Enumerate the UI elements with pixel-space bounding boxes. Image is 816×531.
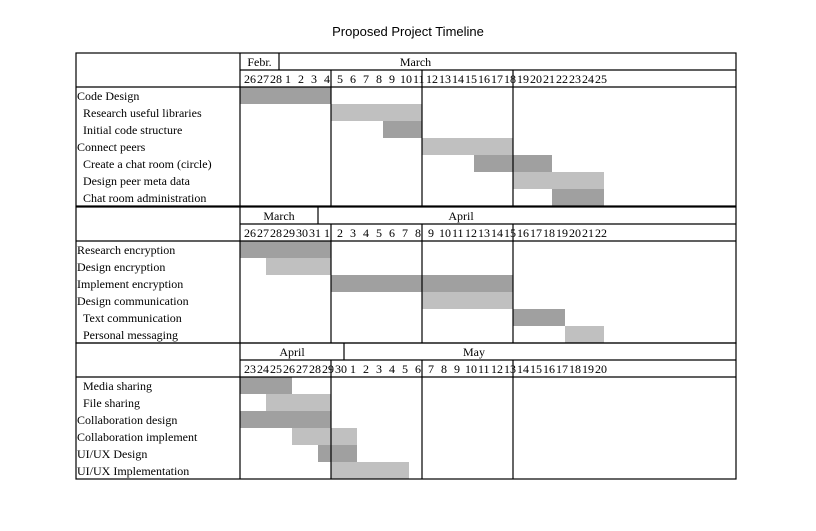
task-label: Collaboration implement bbox=[77, 430, 198, 444]
day-label: 14 bbox=[452, 72, 464, 86]
day-label: 8 bbox=[441, 362, 447, 376]
task-label: Implement encryption bbox=[77, 277, 184, 291]
day-label: 29 bbox=[322, 362, 334, 376]
day-label: 27 bbox=[296, 362, 308, 376]
gantt-bar bbox=[266, 394, 331, 411]
task-label: Create a chat room (circle) bbox=[83, 157, 212, 171]
day-label: 13 bbox=[439, 72, 451, 86]
gantt-bar bbox=[266, 258, 331, 275]
gantt-bar bbox=[331, 462, 409, 479]
month-label: April bbox=[448, 209, 474, 223]
task-label: Code Design bbox=[77, 89, 140, 103]
task-label: Research useful libraries bbox=[83, 106, 202, 120]
day-label: 24 bbox=[257, 362, 269, 376]
day-label: 30 bbox=[296, 226, 308, 240]
day-label: 12 bbox=[491, 362, 503, 376]
task-label: Initial code structure bbox=[83, 123, 183, 137]
gantt-bar bbox=[240, 241, 331, 258]
day-label: 17 bbox=[556, 362, 568, 376]
day-label: 11 bbox=[413, 72, 425, 86]
day-label: 6 bbox=[415, 362, 421, 376]
day-label: 20 bbox=[530, 72, 542, 86]
gantt-bar bbox=[331, 428, 357, 445]
day-label: 20 bbox=[595, 362, 607, 376]
day-label: 28 bbox=[270, 226, 282, 240]
day-label: 9 bbox=[428, 226, 434, 240]
task-label: Connect peers bbox=[77, 140, 146, 154]
gantt-bar bbox=[513, 155, 552, 172]
task-label: Chat room administration bbox=[83, 191, 207, 205]
day-label: 17 bbox=[530, 226, 542, 240]
day-label: 9 bbox=[389, 72, 395, 86]
task-label: Research encryption bbox=[77, 243, 176, 257]
day-label: 28 bbox=[270, 72, 282, 86]
day-label: 14 bbox=[517, 362, 529, 376]
day-label: 7 bbox=[402, 226, 408, 240]
day-label: 16 bbox=[478, 72, 490, 86]
day-label: 16 bbox=[517, 226, 529, 240]
day-label: 31 bbox=[309, 226, 321, 240]
day-label: 19 bbox=[556, 226, 568, 240]
month-label: March bbox=[263, 209, 295, 223]
gantt-bar bbox=[240, 87, 331, 104]
day-label: 29 bbox=[283, 226, 295, 240]
day-label: 5 bbox=[376, 226, 382, 240]
day-label: 18 bbox=[569, 362, 581, 376]
day-label: 12 bbox=[426, 72, 438, 86]
day-label: 18 bbox=[543, 226, 555, 240]
day-label: 22 bbox=[556, 72, 568, 86]
day-label: 6 bbox=[389, 226, 395, 240]
gantt-bar bbox=[513, 309, 565, 326]
gantt-bar bbox=[292, 428, 331, 445]
day-label: 11 bbox=[452, 226, 464, 240]
day-label: 25 bbox=[595, 72, 607, 86]
day-label: 15 bbox=[530, 362, 542, 376]
month-label: March bbox=[399, 55, 432, 69]
day-label: 28 bbox=[309, 362, 321, 376]
day-label: 25 bbox=[270, 362, 282, 376]
task-label: Collaboration design bbox=[77, 413, 178, 427]
day-label: 23 bbox=[569, 72, 581, 86]
day-label: 16 bbox=[543, 362, 555, 376]
day-label: 12 bbox=[465, 226, 477, 240]
day-label: 7 bbox=[428, 362, 434, 376]
day-label: 17 bbox=[491, 72, 503, 86]
task-label: Text communication bbox=[83, 311, 182, 325]
day-label: 7 bbox=[363, 72, 369, 86]
day-label: 1 bbox=[324, 226, 330, 240]
gantt-bar bbox=[513, 172, 604, 189]
day-label: 2 bbox=[363, 362, 369, 376]
gantt-bar bbox=[422, 138, 513, 155]
day-label: 2 bbox=[298, 72, 304, 86]
day-label: 1 bbox=[285, 72, 291, 86]
day-label: 26 bbox=[244, 226, 256, 240]
day-label: 30 bbox=[335, 362, 347, 376]
month-label: May bbox=[463, 345, 485, 359]
gantt-bar bbox=[331, 445, 357, 462]
day-label: 19 bbox=[582, 362, 594, 376]
chart-title: Proposed Project Timeline bbox=[332, 24, 484, 39]
task-label: Design communication bbox=[77, 294, 189, 308]
day-label: 4 bbox=[324, 72, 330, 86]
day-label: 10 bbox=[465, 362, 477, 376]
gantt-bar bbox=[565, 326, 604, 343]
gantt-bar bbox=[318, 445, 331, 462]
gantt-bar bbox=[474, 155, 513, 172]
day-label: 4 bbox=[363, 226, 369, 240]
day-label: 20 bbox=[569, 226, 581, 240]
day-label: 15 bbox=[465, 72, 477, 86]
day-label: 1 bbox=[350, 362, 356, 376]
task-label: Design peer meta data bbox=[83, 174, 190, 188]
month-label: Febr. bbox=[247, 55, 272, 69]
gantt-bar bbox=[422, 292, 513, 309]
day-label: 27 bbox=[257, 72, 269, 86]
task-label: Media sharing bbox=[83, 379, 152, 393]
day-label: 26 bbox=[283, 362, 295, 376]
day-label: 15 bbox=[504, 226, 516, 240]
gantt-bar bbox=[240, 411, 331, 428]
day-label: 10 bbox=[400, 72, 412, 86]
day-label: 13 bbox=[504, 362, 516, 376]
day-label: 11 bbox=[478, 362, 490, 376]
gantt-bar bbox=[383, 121, 422, 138]
gantt-bar bbox=[240, 377, 292, 394]
task-label: UI/UX Design bbox=[77, 447, 148, 461]
task-label: File sharing bbox=[83, 396, 140, 410]
gantt-bar bbox=[331, 104, 422, 121]
day-label: 21 bbox=[582, 226, 594, 240]
day-label: 27 bbox=[257, 226, 269, 240]
day-label: 23 bbox=[244, 362, 256, 376]
day-label: 4 bbox=[389, 362, 395, 376]
month-label: April bbox=[279, 345, 305, 359]
day-label: 8 bbox=[376, 72, 382, 86]
day-label: 3 bbox=[311, 72, 317, 86]
day-label: 9 bbox=[454, 362, 460, 376]
day-label: 8 bbox=[415, 226, 421, 240]
day-label: 13 bbox=[478, 226, 490, 240]
day-label: 24 bbox=[582, 72, 594, 86]
task-label: Personal messaging bbox=[83, 328, 178, 342]
task-label: UI/UX Implementation bbox=[77, 464, 190, 478]
day-label: 19 bbox=[517, 72, 529, 86]
day-label: 22 bbox=[595, 226, 607, 240]
day-label: 3 bbox=[376, 362, 382, 376]
task-label: Design encryption bbox=[77, 260, 166, 274]
day-label: 10 bbox=[439, 226, 451, 240]
day-label: 6 bbox=[350, 72, 356, 86]
day-label: 26 bbox=[244, 72, 256, 86]
day-label: 3 bbox=[350, 226, 356, 240]
day-label: 14 bbox=[491, 226, 503, 240]
gantt-bar bbox=[552, 189, 604, 206]
day-label: 5 bbox=[402, 362, 408, 376]
day-label: 18 bbox=[504, 72, 516, 86]
day-label: 21 bbox=[543, 72, 555, 86]
day-label: 5 bbox=[337, 72, 343, 86]
day-label: 2 bbox=[337, 226, 343, 240]
